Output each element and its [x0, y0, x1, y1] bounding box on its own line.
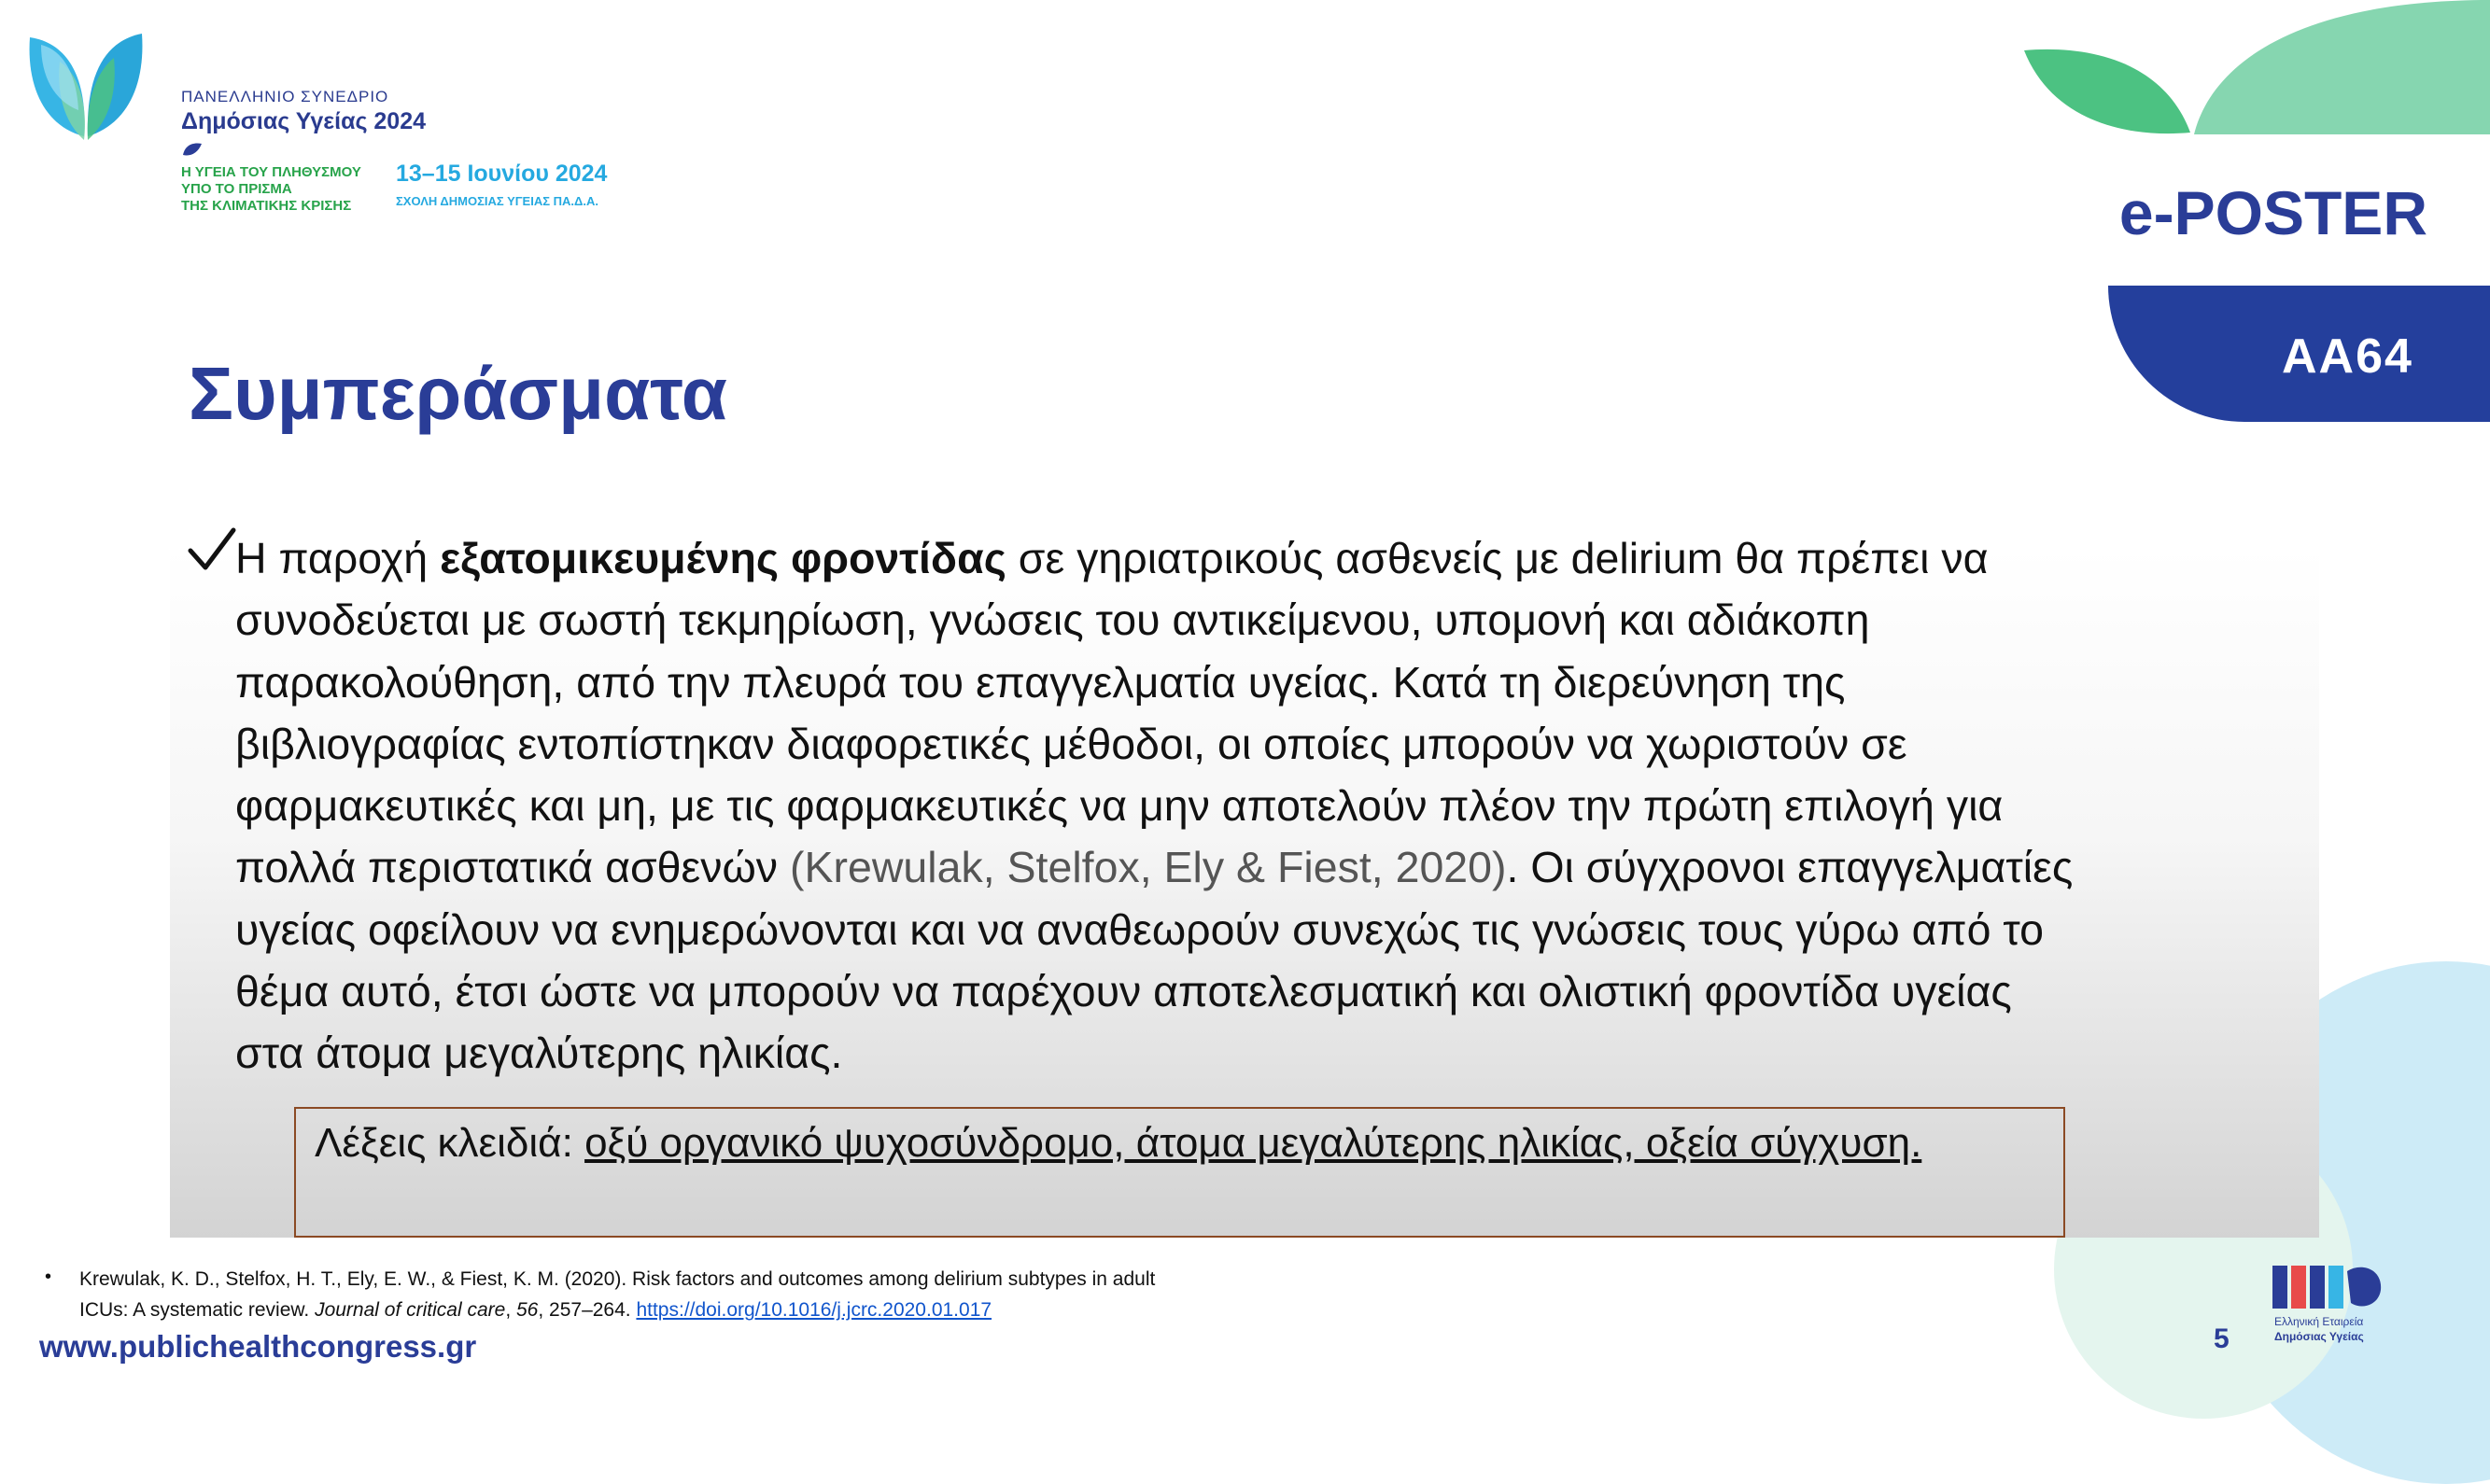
keywords-terms: οξύ οργανικό ψυχοσύνδρομο, άτομα μεγαλύτερης ηλικίας, οξεία σύγχυση. [584, 1120, 1922, 1166]
keywords-line [315, 1120, 1921, 1167]
reference-bullet: • [45, 1267, 52, 1287]
decorative-green-leaf [2024, 49, 2192, 134]
text-segment: σε γηριατρικούς ασθενείς με delirium θα πρέπει να [1006, 534, 1989, 582]
reference-text: , 257–264. [538, 1299, 637, 1321]
reference-line [79, 1295, 1155, 1325]
checkmark-icon [187, 525, 237, 575]
citation: (Krewulak, Stelfox, Ely & Fiest, 2020) [789, 843, 1507, 892]
congress-date: 13–15 Ιουνίου 2024 [396, 161, 608, 187]
text-line: βιβλιογραφίας εντοπίστηκαν διαφορετικές μέθοδοι, οι οποίες μπορούν να χωριστούν σε [235, 719, 1907, 768]
theme-line-3: ΤΗΣ ΚΛΙΜΑΤΙΚΗΣ ΚΡΙΣΗΣ [181, 198, 352, 214]
reference-text: ICUs: A systematic review. [79, 1299, 316, 1321]
society-name-line-1: Ελληνική Εταιρεία [2274, 1315, 2364, 1328]
small-leaf-icon [183, 142, 202, 157]
theme-line-1: Η ΥΓΕΙΑ ΤΟΥ ΠΛΗΘΥΣΜΟΥ [181, 164, 361, 180]
text-segment: . Οι σύγχρονοι επαγγελματίες [1506, 843, 2074, 892]
text-line: στα άτομα μεγαλύτερης ηλικίας. [235, 1029, 843, 1078]
society-logo-icon [2269, 1262, 2390, 1346]
eposter-label: e-POSTER [2118, 178, 2427, 247]
text-line: συνοδεύεται με σωστή τεκμηρίωση, γνώσεις του αντικείμενου, υπομονή και αδιάκοπη [235, 595, 1870, 645]
text-line: φαρμακευτικές και μη, με τις φαρμακευτικές να μην αποτελούν πλέον την πρώτη επιλογή για [235, 781, 2004, 831]
theme-line-2: ΥΠΟ ΤΟ ΠΡΙΣΜΑ [181, 181, 292, 197]
reference-text: , [505, 1299, 516, 1321]
society-name-line-2: Δημόσιας Υγείας [2274, 1330, 2364, 1343]
text-segment: Η παροχή [235, 534, 441, 582]
text-line: υγείας οφείλουν να ενημερώνονται και να αναθεωρούν συνεχώς τις γνώσεις τους γύρω από το [235, 904, 2044, 954]
poster-code: ΑΑ64 [2282, 329, 2413, 384]
website-url: www.publichealthcongress.gr [39, 1329, 477, 1364]
text-line [235, 836, 2308, 898]
page-number: 5 [2214, 1323, 2230, 1354]
text-line [235, 527, 2308, 589]
text-line: θέμα αυτό, έτσι ώστε να μπορούν να παρέχουν αποτελεσματική και ολιστική φροντίδα υγείας [235, 967, 2012, 1016]
congress-logo [22, 22, 676, 228]
doi-link[interactable]: https://doi.org/10.1016/j.jcrc.2020.01.017 [636, 1299, 992, 1321]
leaf-logo-icon [22, 24, 149, 146]
reference-volume: 56 [516, 1299, 539, 1321]
page-title: Συμπεράσματα [189, 352, 727, 435]
congress-venue: ΣΧΟΛΗ ΔΗΜΟΣΙΑΣ ΥΓΕΙΑΣ ΠΑ.Δ.Α. [396, 194, 598, 208]
keywords-label: Λέξεις κλειδιά: [315, 1120, 585, 1166]
text-line: παρακολούθηση, από την πλευρά του επαγγελματία υγείας. Κατά τη διερεύνηση της [235, 657, 1846, 707]
emphasis-text: εξατομικευμένης φροντίδας [440, 534, 1006, 582]
conclusions-text [235, 527, 2308, 1085]
text-segment: πολλά περιστατικά ασθενών [235, 843, 790, 892]
congress-label: ΠΑΝΕΛΛΗΝΙΟ ΣΥΝΕΔΡΙΟ [181, 88, 389, 105]
congress-name: Δημόσιας Υγείας 2024 [181, 108, 427, 134]
reference-line: Krewulak, K. D., Stelfox, H. T., Ely, E. W., & Fiest, K. M. (2020). Risk factors and outcomes among delirium subtypes in adult [79, 1268, 1156, 1290]
reference [79, 1264, 1155, 1325]
reference-journal: Journal of critical care [315, 1299, 506, 1321]
decorative-mint-leaf [2192, 0, 2490, 134]
